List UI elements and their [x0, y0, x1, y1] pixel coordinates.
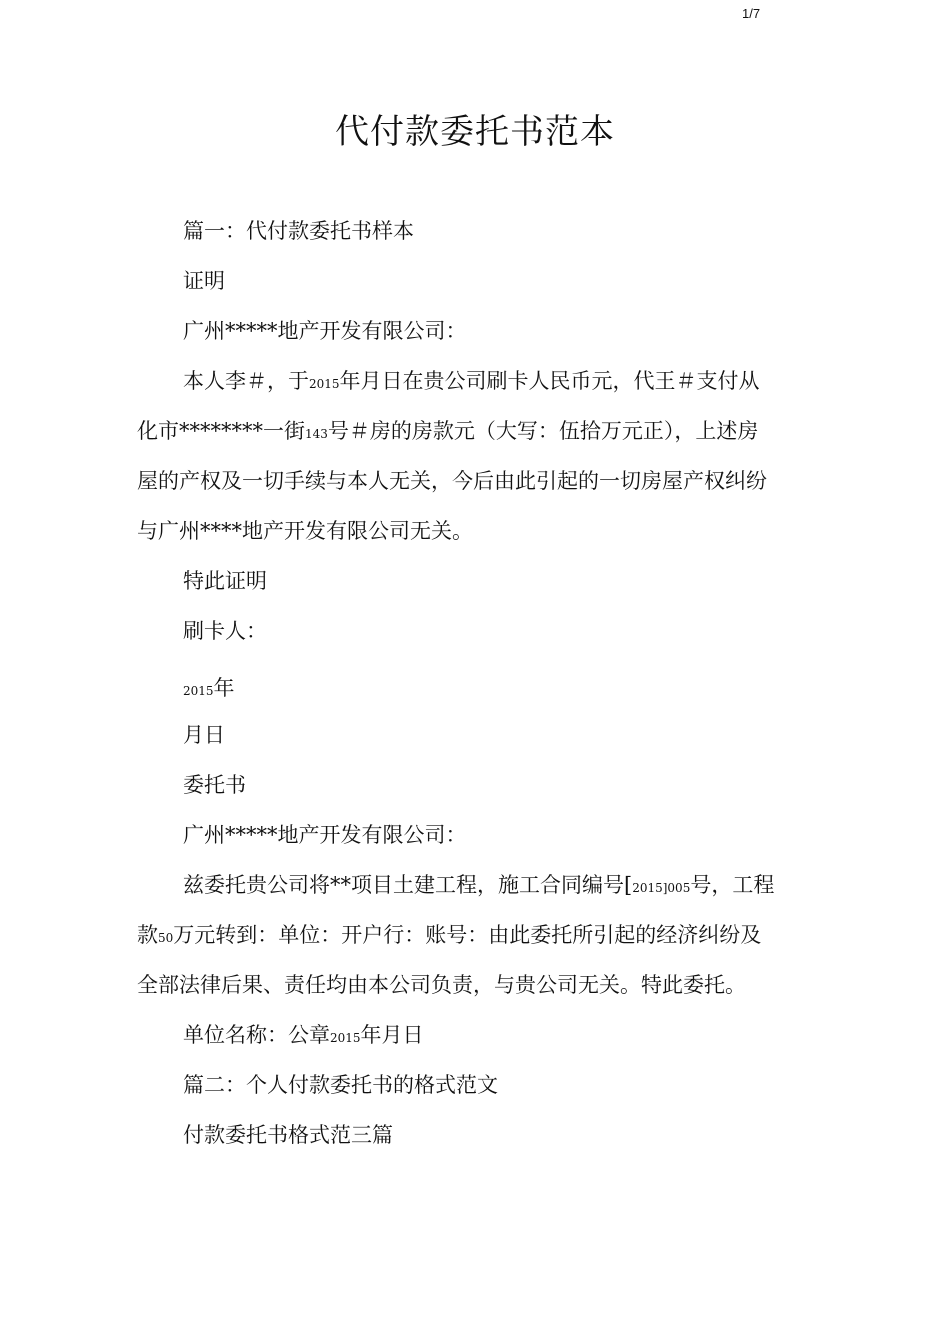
addressee: 广州*****地产开发有限公司：: [183, 823, 467, 847]
body-line: 全部法律后果、责任均由本公司负责，与贵公司无关。特此委托。: [137, 973, 746, 997]
body-line: [137, 406, 827, 456]
number-run: 50: [158, 931, 174, 945]
text-run: 年: [213, 676, 235, 700]
number-run: 2015: [183, 684, 214, 698]
text-run: 款: [137, 923, 158, 947]
text-run: 万元转到：单位：开户行：账号：由此委托所引起的经济纠纷及: [173, 923, 762, 947]
document-title: 代付款委托书范本: [335, 112, 615, 152]
section-heading-entrust: 委托书: [183, 773, 246, 797]
paragraph-heading: 证明: [183, 269, 225, 293]
signature-line: [137, 1010, 827, 1060]
text-run: 号＃房的房款元（大写：伍拾万元正），上述房: [327, 419, 759, 443]
section-heading-1: 篇一：代付款委托书样本: [183, 219, 414, 243]
date-month-day: 月日: [183, 723, 225, 747]
number-run: 2015: [309, 377, 340, 391]
addressee: 广州*****地产开发有限公司：: [183, 319, 467, 343]
text-run: 年月日: [360, 1023, 424, 1047]
body-line: 屋的产权及一切手续与本人无关，今后由此引起的一切房屋产权纠纷: [137, 469, 767, 493]
number-run: 143: [305, 427, 328, 441]
text-run: 单位名称：公章: [183, 1023, 330, 1047]
text-run: 化市********一街: [137, 419, 305, 443]
body-line: 与广州****地产开发有限公司无关。: [137, 519, 473, 543]
closing-line: 特此证明: [183, 569, 267, 593]
document-body: [137, 206, 827, 1160]
body-line: [137, 860, 827, 910]
page-number: 1/7: [742, 6, 761, 21]
signature-label: 刷卡人：: [183, 619, 267, 643]
section-heading-2: 篇二：个人付款委托书的格式范文: [183, 1073, 498, 1097]
date-year: [137, 666, 827, 710]
number-run: 2015]005: [632, 881, 691, 895]
text-run: 本人李＃，于: [183, 369, 309, 393]
body-line: [137, 910, 827, 960]
number-run: 2015: [330, 1031, 361, 1045]
text-run: 号，工程: [690, 873, 775, 897]
text-run: 兹委托贵公司将**项目土建工程，施工合同编号[: [183, 873, 633, 897]
text-run: 年月日在贵公司刷卡人民币元，代王＃支付从: [339, 369, 760, 393]
body-line: [137, 356, 827, 406]
sub-heading: 付款委托书格式范三篇: [183, 1123, 393, 1147]
